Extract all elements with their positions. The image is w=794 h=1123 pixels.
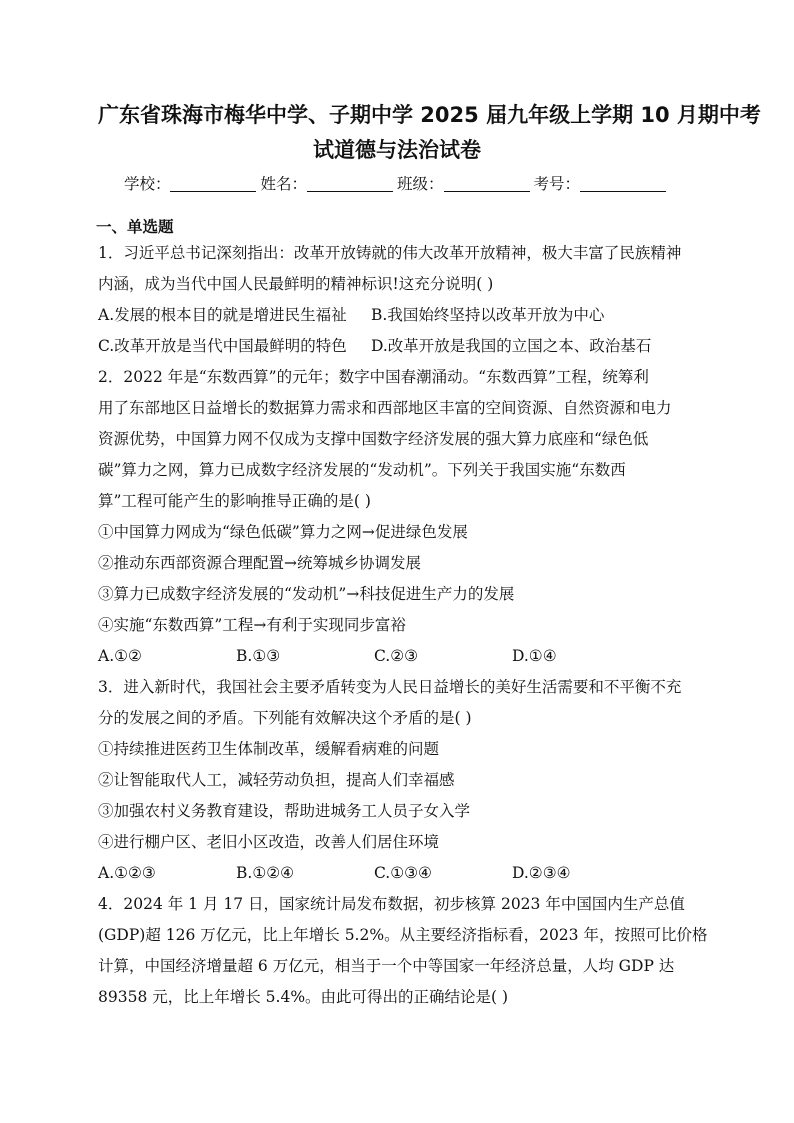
option-a: A.①②③ <box>98 864 156 882</box>
number-blank[interactable] <box>580 175 666 192</box>
option-b: B.①②④ <box>236 864 295 882</box>
option-a: A.发展的根本目的就是增进民生福祉 <box>98 306 347 324</box>
statement-3: ③加强农村义务教育建设，帮助进城务工人员子女入学 <box>98 802 471 820</box>
question-text-line: 2．2022 年是“东数西算”的元年；数字中国春潮涌动。“东数西算”工程，统筹利 <box>98 368 649 386</box>
class-label: 班级： <box>397 175 444 193</box>
statement-2: ②让智能取代人工，减轻劳动负担，提高人们幸福感 <box>98 771 455 789</box>
question-text-line: 4．2024 年 1 月 17 日，国家统计局发布数据，初步核算 2023 年中国国内生产总值 <box>98 895 685 913</box>
option-b: B.①③ <box>236 647 281 665</box>
question-text-line: (GDP)超 126 万亿元，比上年增长 5.2%。从主要经济指标看，2023 年，按照可比价格 <box>98 926 708 944</box>
question-4 <box>98 889 708 1013</box>
school-label: 学校： <box>123 175 171 193</box>
option-d: D.②③④ <box>512 864 571 882</box>
statement-1: ①持续推进医药卫生体制改革，缓解看病难的问题 <box>98 740 440 758</box>
question-3 <box>98 672 696 889</box>
statement-2: ②推动东西部资源合理配置→统筹城乡协调发展 <box>98 554 421 572</box>
option-c: C.②③ <box>374 647 419 665</box>
title-line-2: 试道德与法治试卷 <box>313 138 481 162</box>
options-row <box>98 641 696 672</box>
exam-title <box>98 0 761 168</box>
class-blank[interactable] <box>444 175 530 192</box>
question-text-line: 用了东部地区日益增长的数据算力需求和西部地区丰富的空间资源、自然资源和电力 <box>98 399 672 417</box>
statement-3: ③算力已成数字经济发展的“发动机”→科技促进生产力的发展 <box>98 585 515 603</box>
student-info-row <box>98 172 696 196</box>
title-line-1: 广东省珠海市梅华中学、子期中学 2025 届九年级上学期 10 月期中考 <box>98 103 761 127</box>
school-blank[interactable] <box>170 175 256 192</box>
question-text-line: 资源优势，中国算力网不仅成为支撑中国数字经济发展的强大算力底座和“绿色低 <box>98 430 649 448</box>
question-text-line: 3．进入新时代，我国社会主要矛盾转变为人民日益增长的美好生活需要和不平衡不充 <box>98 678 682 696</box>
options-row <box>98 858 696 889</box>
option-c: C.①③④ <box>374 864 432 882</box>
question-text-line: 碳”算力之网，算力已成数字经济发展的“发动机”。下列关于我国实施“东数西 <box>98 461 626 479</box>
option-b: B.我国始终坚持以改革开放为中心 <box>371 306 605 324</box>
statement-1: ①中国算力网成为“绿色低碳”算力之网→促进绿色发展 <box>98 523 468 541</box>
question-2 <box>98 362 696 672</box>
question-text-line: 内涵，成为当代中国人民最鲜明的精神标识!这充分说明( ) <box>98 275 494 293</box>
question-text-line: 算”工程可能产生的影响推导正确的是( ) <box>98 492 371 510</box>
statement-4: ④进行棚户区、老旧小区改造，改善人们居住环境 <box>98 833 440 851</box>
question-text-line: 1．习近平总书记深刻指出：改革开放铸就的伟大改革开放精神，极大丰富了民族精神 <box>98 244 682 262</box>
question-1 <box>98 238 696 362</box>
statement-4: ④实施“东数西算”工程→有利于实现同步富裕 <box>98 616 406 634</box>
options-row <box>98 300 696 331</box>
question-text-line: 计算，中国经济增量超 6 万亿元，相当于一个中等国家一年经济总量，人均 GDP 达 <box>98 957 675 975</box>
option-d: D.改革开放是我国的立国之本、政治基石 <box>371 337 652 355</box>
name-blank[interactable] <box>307 175 393 192</box>
section-heading: 一、单选题 <box>96 218 174 236</box>
name-label: 姓名： <box>260 175 307 193</box>
options-row <box>98 331 696 362</box>
number-label: 考号： <box>533 175 581 193</box>
option-c: C.改革开放是当代中国最鲜明的特色 <box>98 337 347 355</box>
option-a: A.①② <box>98 647 142 665</box>
question-text-line: 89358 元，比上年增长 5.4%。由此可得出的正确结论是( ) <box>98 988 509 1006</box>
option-d: D.①④ <box>512 647 557 665</box>
question-text-line: 分的发展之间的矛盾。下列能有效解决这个矛盾的是( ) <box>98 709 472 727</box>
